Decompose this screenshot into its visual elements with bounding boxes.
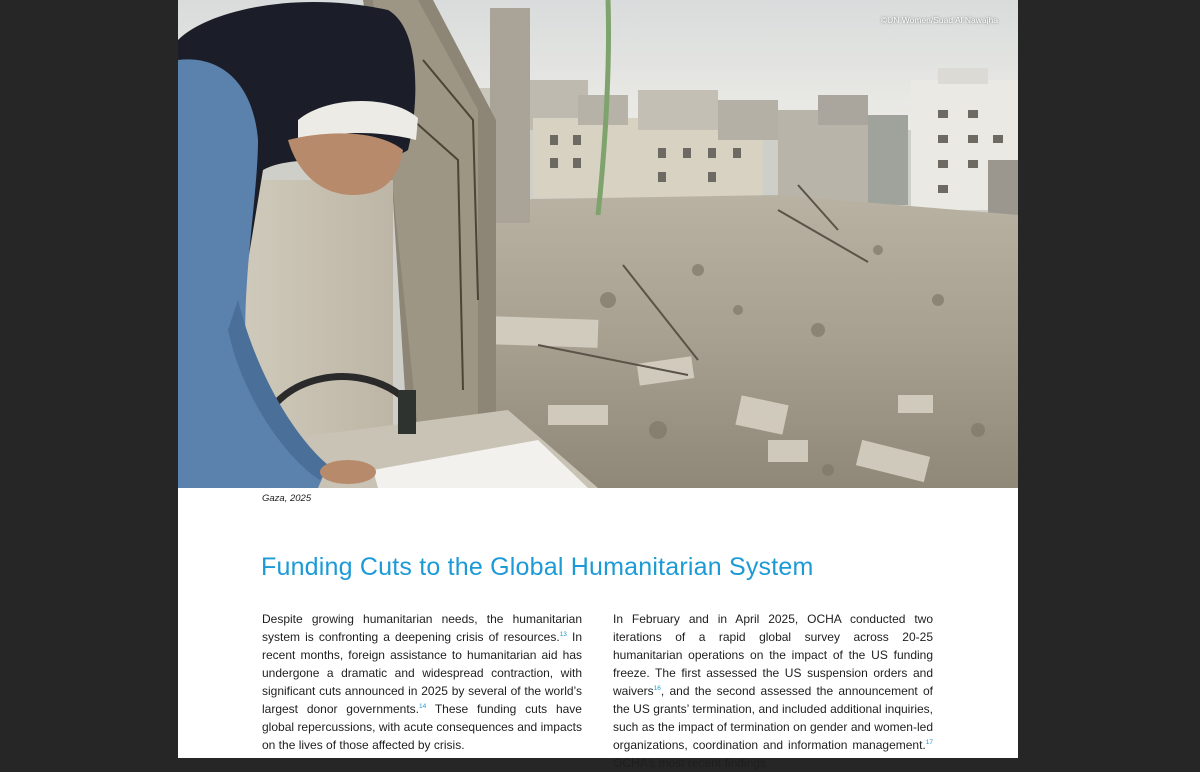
right-text-3: OCHA’s most recent findings [613,756,766,770]
right-text-1: In February and in April 2025, OCHA conducted two iterations of a rapid global survey across 20-25 humanitarian operations on the impact of the US funding freeze. The first assessed the US suspension orders and waivers [613,612,933,698]
photo-credit: ©UN Women/Suad Al Nawajha [880,15,998,25]
cover-photo [178,0,1018,488]
document-page [178,0,1018,770]
footnote-ref[interactable]: 17 [925,739,933,746]
footnote-ref[interactable]: 16 [653,685,661,692]
right-text-2: , and the second assessed the announcement of the US grants’ termination, and included additional inquiries, such as the impact of termination on gender and women-led organizations, coordination and information management. [613,684,933,752]
footnote-ref[interactable]: 13 [559,631,567,638]
section-title: Funding Cuts to the Global Humanitarian System [261,553,814,581]
footnote-ref[interactable]: 14 [419,703,427,710]
photo-caption: Gaza, 2025 [262,493,312,504]
left-text-2: In recent months, foreign assistance to humanitarian aid has undergone a dramatic and widespread contraction, with significant cuts announced in 2025 by several of the world’s largest donor governments. [262,630,583,716]
photo-illustration [178,0,1018,488]
body-column-left [262,610,582,754]
left-text-1: Despite growing humanitarian needs, the humanitarian system is confronting a deepening crisis of resources. [262,612,582,644]
left-text-3: These funding cuts have global repercussions, with acute consequences and impacts on the lives of those affected by crisis. [262,702,582,752]
body-column-right [613,610,933,772]
